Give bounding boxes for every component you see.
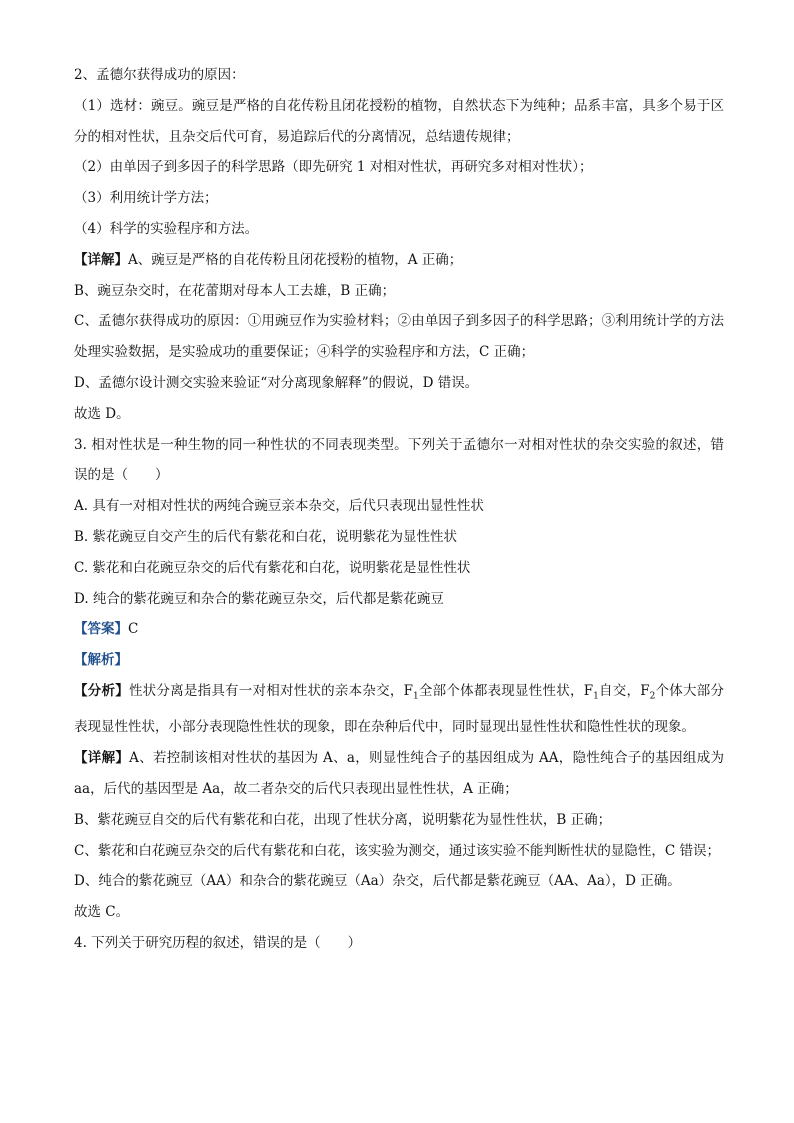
- paragraph-text: 个体大部分表现显性性状，小部分表现隐性性状的现象，即在杂种后代中，同时显现出显性性状和隐性性状的现象。: [74, 682, 725, 736]
- section-tag: 【分析】: [74, 682, 129, 699]
- answer-tag: 【答案】: [74, 621, 128, 638]
- paragraph: （4）科学的实验程序和方法。: [74, 220, 259, 237]
- section-tag: 【详解】: [74, 251, 128, 268]
- paragraph-text: 自交，F: [598, 682, 650, 699]
- question-3-stem: 3. 相对性状是一种生物的同一种性状的不同表现类型。下列关于孟德尔一对相对性状的杂交实验的叙述，错误的是（ ）: [74, 436, 724, 484]
- paragraph: D、孟德尔设计测交实验来验证“对分离现象解释”的假说，D 错误。: [74, 374, 479, 391]
- analysis-paragraph: [74, 676, 724, 743]
- paragraph: （2）由单因子到多因子的科学思路（即先研究 1 对相对性状，再研究多对相对性状）；: [74, 159, 593, 176]
- option-d: D. 纯合的紫花豌豆和杂合的紫花豌豆杂交，后代都是紫花豌豆: [74, 590, 444, 607]
- paragraph-text: A、若控制该相对性状的基因为 A、a，则显性纯合子的基因组成为 AA，隐性纯合子的基因组成为 aa，后代的基因型是 Aa，故二者杂交的后代只表现出显性性状，A 正确；: [74, 750, 724, 798]
- paragraph: 故选 D。: [74, 405, 130, 422]
- paragraph: 故选 C。: [74, 904, 130, 921]
- paragraph-text: A、豌豆是严格的自花传粉且闭花授粉的植物，A 正确；: [128, 251, 463, 268]
- document-content: [74, 60, 724, 959]
- option-b: B. 紫花豌豆自交产生的后代有紫花和白花，说明紫花为显性性状: [74, 528, 458, 545]
- paragraph: B、豌豆杂交时，在花蕾期对母本人工去雄，B 正确；: [74, 282, 396, 299]
- paragraph: （3）利用统计学方法；: [74, 190, 218, 207]
- question-4-stem: 4. 下列关于研究历程的叙述，错误的是（ ）: [74, 935, 362, 951]
- paragraph-text: 全部个体都表现显性性状，F: [418, 682, 594, 699]
- option-c: C. 紫花和白花豌豆杂交的后代有紫花和白花，说明紫花是显性性状: [74, 559, 471, 576]
- paragraph: 2、孟德尔获得成功的原因：: [74, 67, 245, 83]
- answer-value: C: [128, 621, 139, 638]
- analysis-heading: [74, 645, 724, 676]
- paragraph: B、紫花豌豆自交的后代有紫花和白花，出现了性状分离，说明紫花为显性性状，B 正确；: [74, 811, 612, 828]
- paragraph-text: 性状分离是指具有一对相对性状的亲本杂交，F: [128, 682, 413, 699]
- paragraph: （1）选材：豌豆。豌豆是严格的自花传粉且闭花授粉的植物，自然状态下为纯种；品系丰富，具多个易于区分的相对性状，且杂交后代可育，易追踪后代的分离情况，总结遗传规律；: [74, 97, 724, 145]
- subscript: 1: [593, 691, 599, 702]
- answer-line: [74, 614, 724, 645]
- paragraph: [74, 245, 724, 276]
- paragraph: C、紫花和白花豌豆杂交的后代有紫花和白花，该实验为测交，通过该实验不能判断性状的显隐性，C 错误；: [74, 842, 720, 859]
- section-tag: 【详解】: [74, 750, 130, 767]
- paragraph: D、纯合的紫花豌豆（AA）和杂合的紫花豌豆（Aa）杂交，后代都是紫花豌豆（AA、Aa），D 正确。: [74, 873, 681, 890]
- option-a: A. 具有一对相对性状的两纯合豌豆亲本杂交，后代只表现出显性性状: [74, 498, 484, 515]
- analysis-tag: 【解析】: [74, 652, 128, 669]
- detail-paragraph: [74, 743, 724, 805]
- paragraph: C、孟德尔获得成功的原因：①用豌豆作为实验材料；②由单因子到多因子的科学思路；③利用统计学的方法处理实验数据，是实验成功的重要保证；④科学的实验程序和方法，C 正确；: [74, 313, 724, 361]
- subscript: 1: [412, 691, 419, 702]
- subscript: 2: [649, 691, 656, 702]
